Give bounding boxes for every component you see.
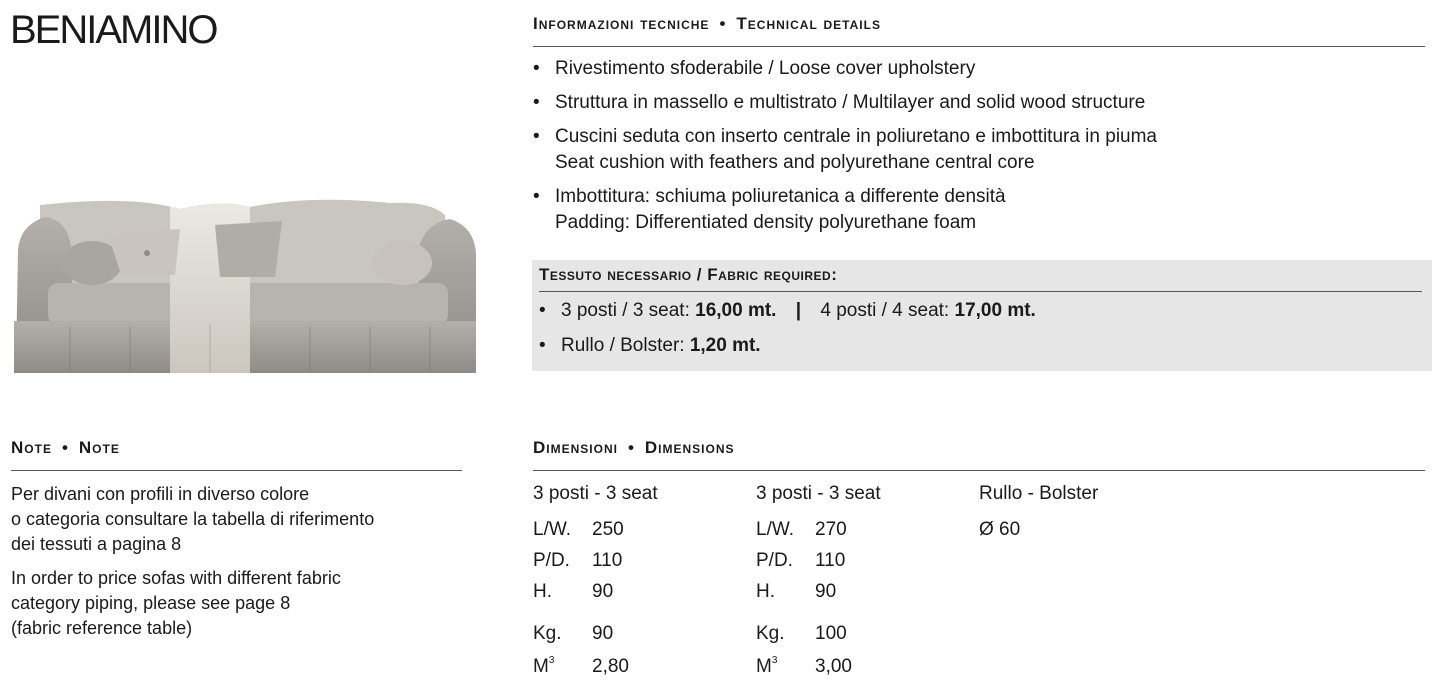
heading-separator: • — [627, 438, 635, 457]
dimensions-row-depth — [533, 550, 622, 572]
note-text-en — [11, 566, 341, 641]
dim-label-sup: 3 — [771, 655, 778, 666]
note-line: category piping, please see page 8 — [11, 593, 291, 613]
dimensions-row-diameter: Ø 60 — [979, 519, 1021, 540]
dimensions-row-volume — [756, 655, 852, 678]
technical-item-line: Cuscini seduta con inserto centrale in poliuretano e imbottitura in piuma — [555, 126, 1157, 147]
technical-heading-en: Technical details — [736, 14, 881, 33]
technical-item — [533, 124, 1423, 176]
fabric-divider: | — [795, 300, 802, 321]
dim-label: Kg. — [756, 623, 785, 644]
fabric-3seat-label: 3 posti / 3 seat: — [561, 300, 696, 321]
dim-label: H. — [533, 581, 552, 602]
dimensions-row-height — [533, 581, 613, 603]
fabric-item — [539, 333, 1419, 359]
technical-rule — [533, 46, 1425, 47]
heading-separator: • — [61, 438, 69, 457]
fabric-4seat-value: 17,00 mt. — [954, 300, 1036, 321]
bullet-icon: • — [539, 335, 546, 356]
note-line: Per divani con profili in diverso colore — [11, 484, 310, 504]
technical-item-line: Seat cushion with feathers and polyurethane central core — [555, 152, 1035, 173]
dimensions-column-header: 3 posti - 3 seat — [756, 483, 881, 504]
dim-label — [533, 655, 592, 678]
heading-separator: • — [719, 14, 727, 33]
dimensions-heading-it: Dimensioni — [533, 438, 618, 457]
fabric-4seat-label: 4 posti / 4 seat: — [820, 300, 955, 321]
technical-item-line: Rivestimento sfoderabile / Loose cover upholstery — [555, 58, 976, 79]
technical-item-line: Padding: Differentiated density polyurethane foam — [555, 212, 977, 233]
dimensions-rule — [533, 470, 1425, 471]
technical-item-line: Struttura in massello e multistrato / Multilayer and solid wood structure — [555, 92, 1146, 113]
fabric-rule — [539, 291, 1422, 292]
fabric-bolster-label: Rullo / Bolster: — [561, 335, 690, 356]
dim-label-sup: 3 — [548, 655, 555, 666]
dimensions-row-width — [533, 519, 624, 541]
dimensions-column-3seat-a — [533, 483, 743, 678]
fabric-list — [539, 298, 1419, 368]
dimensions-column-3seat-b — [756, 483, 966, 678]
dim-value: 90 — [592, 581, 614, 602]
fabric-bolster-value: 1,20 mt. — [689, 335, 761, 356]
dim-value: 90 — [815, 581, 837, 602]
dimensions-row-depth — [756, 550, 845, 572]
dim-value: 250 — [592, 519, 624, 540]
bullet-icon: • — [539, 300, 546, 321]
fabric-heading: Tessuto necessario / Fabric required: — [539, 265, 838, 284]
dim-label: L/W. — [756, 519, 795, 540]
dim-label: P/D. — [756, 550, 793, 571]
dim-label: L/W. — [533, 519, 572, 540]
fabric-3seat-value: 16,00 mt. — [695, 300, 777, 321]
technical-item-line: Imbottitura: schiuma poliuretanica a differente densità — [555, 186, 1006, 207]
dimensions-row-weight — [756, 623, 847, 645]
dimensions-heading-en: Dimensions — [644, 438, 735, 457]
dimensions-row-height — [756, 581, 836, 603]
dimensions-row-width — [756, 519, 847, 541]
dim-value: 270 — [815, 519, 847, 540]
note-heading-it: Note — [11, 438, 52, 457]
dim-value: 2,80 — [592, 656, 629, 677]
technical-heading — [533, 14, 881, 34]
technical-item — [533, 56, 1423, 82]
note-rule — [11, 470, 462, 471]
note-heading — [11, 438, 120, 458]
note-line: In order to price sofas with different fabric — [11, 568, 341, 588]
dim-value: 110 — [592, 550, 623, 571]
dimensions-column-bolster — [979, 483, 1199, 563]
dimensions-heading — [533, 438, 735, 458]
dim-label: Kg. — [533, 623, 562, 644]
technical-list — [533, 56, 1423, 236]
dimensions-column-header: Rullo - Bolster — [979, 483, 1099, 504]
bullet-icon: • — [533, 126, 540, 147]
bullet-icon: • — [533, 186, 540, 207]
note-line: dei tessuti a pagina 8 — [11, 534, 182, 554]
bullet-icon: • — [533, 92, 540, 113]
dim-value: 110 — [815, 550, 846, 571]
dim-label-unit: M — [756, 656, 772, 677]
dim-label-unit: M — [533, 656, 549, 677]
dim-value: 90 — [592, 623, 614, 644]
note-line: o categoria consultare la tabella di riferimento — [11, 509, 375, 529]
dimensions-row-weight — [533, 623, 613, 645]
technical-item — [533, 90, 1423, 116]
technical-item — [533, 184, 1423, 236]
technical-heading-it: Informazioni tecniche — [533, 14, 710, 33]
product-title: BENIAMINO — [10, 8, 217, 52]
dimensions-column-header: 3 posti - 3 seat — [533, 483, 658, 504]
dimensions-row-volume — [533, 655, 629, 678]
dim-label — [756, 655, 815, 678]
dim-label: P/D. — [533, 550, 570, 571]
bullet-icon: • — [533, 58, 540, 79]
dim-label: H. — [756, 581, 775, 602]
dim-value: 100 — [815, 623, 847, 644]
note-text-it — [11, 482, 374, 557]
note-heading-en: Note — [78, 438, 120, 457]
note-line: (fabric reference table) — [11, 618, 193, 638]
dim-value: 3,00 — [815, 656, 852, 677]
fabric-item — [539, 298, 1419, 324]
sofa-image — [10, 195, 480, 380]
